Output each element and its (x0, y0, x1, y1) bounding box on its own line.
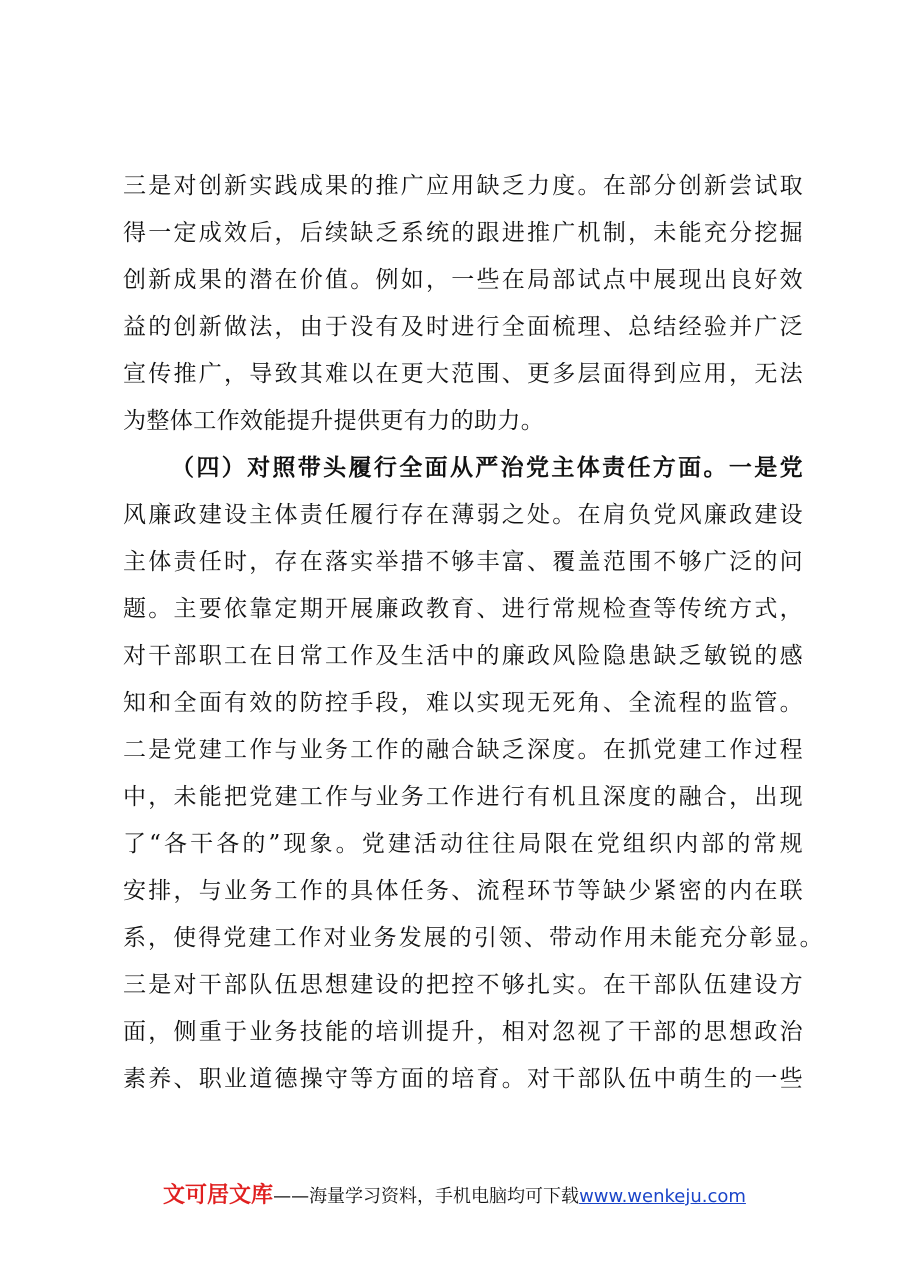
body-text-line: 得一定成效后，后续缺乏系统的跟进推广机制，未能充分挖掘 (123, 220, 803, 246)
body-text-line: 为整体工作效能提升提供更有力的助力。 (123, 408, 545, 434)
body-text-line: 二是党建工作与业务工作的融合缺乏深度。在抓党建工作过程 (123, 737, 803, 763)
section-heading-line: （四）对照带头履行全面从严治党主体责任方面。一是党 (171, 454, 803, 481)
body-text-line: 三是对创新实践成果的推广应用缺乏力度。在部分创新尝试取 (123, 173, 803, 199)
body-text-line: 知和全面有效的防控手段，难以实现无死角、全流程的监管。 (123, 690, 803, 716)
footer-tagline: ——海量学习资料，手机电脑均可下载 (273, 1186, 580, 1207)
body-text-line: 素养、职业道德操守等方面的培育。对干部队伍中萌生的一些 (123, 1066, 803, 1092)
body-text-line: 三是对干部队伍思想建设的把控不够扎实。在干部队伍建设方 (123, 972, 803, 998)
footer-brand: 文可居文库 (163, 1183, 274, 1208)
body-text-line: 风廉政建设主体责任履行存在薄弱之处。在肩负党风廉政建设 (123, 502, 803, 528)
body-text-line: 宣传推广，导致其难以在更大范围、更多层面得到应用，无法 (123, 361, 803, 387)
body-text-line: 主体责任时，存在落实举措不够丰富、覆盖范围不够广泛的问 (123, 549, 803, 575)
footer-url-link[interactable]: www.wenkeju.com (579, 1186, 746, 1207)
body-text-line: 了“各干各的”现象。党建活动往往局限在党组织内部的常规 (123, 831, 803, 857)
body-text-line: 益的创新做法，由于没有及时进行全面梳理、总结经验并广泛 (123, 314, 803, 340)
body-text-line: 题。主要依靠定期开展廉政教育、进行常规检查等传统方式， (123, 596, 803, 622)
footer-banner (0, 1178, 909, 1210)
body-text-line: 中，未能把党建工作与业务工作进行有机且深度的融合，出现 (123, 784, 803, 810)
body-text-line: 创新成果的潜在价值。例如，一些在局部试点中展现出良好效 (123, 267, 803, 293)
body-text-line: 系，使得党建工作对业务发展的引领、带动作用未能充分彰显。 (123, 925, 823, 951)
body-text-line: 对干部职工在日常工作及生活中的廉政风险隐患缺乏敏锐的感 (123, 643, 803, 669)
body-text-line: 安排，与业务工作的具体任务、流程环节等缺少紧密的内在联 (123, 878, 803, 904)
body-text-line: 面，侧重于业务技能的培训提升，相对忽视了干部的思想政治 (123, 1019, 803, 1045)
